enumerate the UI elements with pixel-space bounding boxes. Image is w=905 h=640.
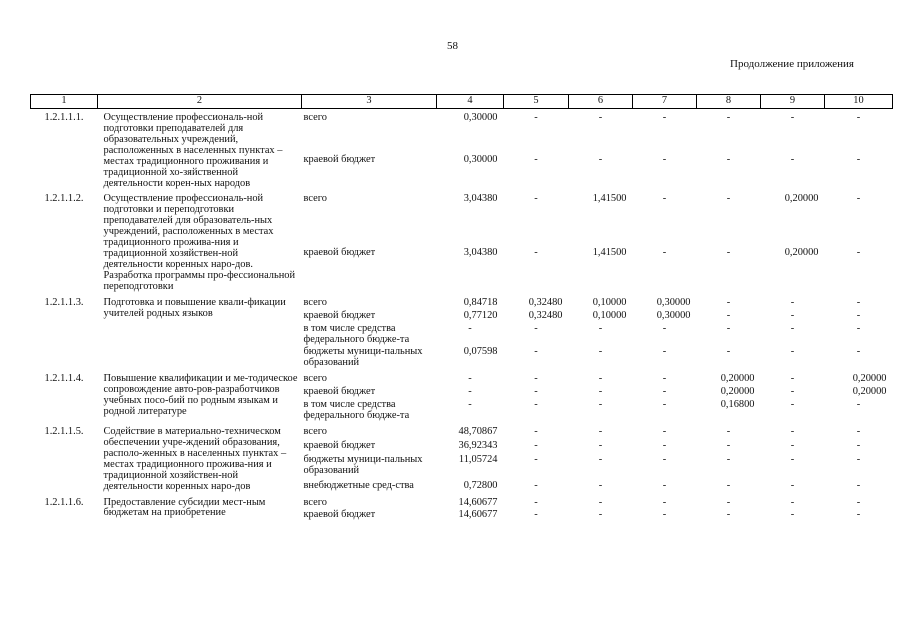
amount-cell: - (598, 154, 603, 166)
amount-cell: 0,32480 (528, 296, 563, 308)
amount-cell: - (856, 193, 861, 205)
funding-source: краевой бюджет (303, 509, 376, 521)
amount-cell: 0,72800 (463, 479, 498, 491)
amount-cell: - (856, 479, 861, 491)
amount-cell: - (726, 309, 731, 321)
amount-cell: - (790, 386, 795, 398)
amount-cell: - (468, 386, 472, 398)
amount-cell: - (662, 479, 667, 491)
amount-cell: 0,20000 (784, 247, 819, 259)
funding-source: краевой бюджет (303, 154, 376, 166)
amount-cell: 0,20000 (720, 373, 755, 385)
amount-cell: - (534, 425, 538, 437)
amount-cell: - (856, 496, 861, 508)
amount-cell: - (856, 453, 861, 465)
funding-source: в том числе средства федерального бюдже-та (303, 322, 410, 345)
amount-cell: - (726, 440, 731, 452)
amount-cell: - (662, 373, 667, 385)
amount-cell: 3,04380 (463, 193, 498, 205)
measure-code: 1.2.1.1.3. (44, 296, 84, 308)
amount-cell: - (662, 440, 667, 452)
amount-cell: - (726, 453, 731, 465)
amount-cell: - (856, 112, 861, 123)
funding-source: всего (303, 373, 327, 385)
measure-code: 1.2.1.1.5. (44, 425, 84, 437)
funding-source: краевой бюджет (303, 386, 376, 398)
amount-cell: 0,30000 (463, 112, 498, 123)
amount-cell: - (726, 193, 731, 205)
amount-cell: 0,10000 (592, 296, 627, 308)
table-row (31, 370, 893, 386)
amount-cell: - (598, 373, 603, 385)
amount-cell: - (662, 346, 667, 358)
amount-cell: - (790, 296, 795, 308)
amount-cell: - (856, 346, 861, 358)
amount-cell: - (662, 193, 667, 205)
amount-cell: - (856, 425, 861, 437)
column-header-2: 2 (98, 95, 302, 109)
amount-cell: - (598, 346, 603, 358)
amount-cell: - (534, 322, 538, 334)
amount-cell: - (662, 386, 667, 398)
amount-cell: - (598, 440, 603, 452)
amount-cell: 0,20000 (852, 386, 887, 398)
amount-cell: - (534, 193, 538, 205)
amount-cell: - (726, 322, 731, 334)
measure-name: Осуществление профессиональ-ной подготовки преподавателей для образовательных учреждений, расположенных в населенных пунктах – местах традиционного проживания и традиционной хо-зяйственной деятельности корен-ных народов (103, 112, 283, 189)
measure-name: Содействие в материально-техническом обеспечении учре-ждений образования, располо-женных в населенных пунктах – местах традиционного прожива-ния и традиционной хозяйствен-ной деятельности коренных наро-дов (103, 425, 287, 492)
amount-cell: - (662, 112, 667, 123)
funding-source: всего (303, 425, 327, 437)
amount-cell: - (790, 496, 795, 508)
amount-cell: - (662, 154, 667, 166)
funding-source: краевой бюджет (303, 309, 376, 321)
amount-cell: - (726, 509, 731, 521)
amount-cell: - (790, 425, 795, 437)
amount-cell: - (726, 425, 731, 437)
amount-cell: - (598, 386, 603, 398)
amount-cell: 0,30000 (656, 309, 691, 321)
amount-cell: - (534, 479, 538, 491)
amount-cell: - (790, 479, 795, 491)
amount-cell: 48,70867 (458, 425, 498, 437)
amount-cell: - (856, 322, 861, 334)
column-header-1: 1 (31, 95, 98, 109)
amount-cell: - (790, 440, 795, 452)
amount-cell: - (662, 247, 667, 259)
amount-cell: - (598, 322, 603, 334)
amount-cell: - (534, 496, 538, 508)
amount-cell: 36,92343 (458, 440, 498, 452)
amount-cell: - (534, 112, 538, 123)
amount-cell: - (662, 399, 667, 411)
amount-cell: - (856, 440, 861, 452)
funding-source: бюджеты муници-пальных образований (303, 453, 423, 476)
measure-code: 1.2.1.1.4. (44, 373, 84, 385)
amount-cell: - (790, 322, 795, 334)
amount-cell: - (468, 373, 472, 385)
amount-cell: - (726, 496, 731, 508)
amount-cell: - (534, 373, 538, 385)
amount-cell: - (598, 399, 603, 411)
amount-cell: - (534, 154, 538, 166)
budget-table (30, 94, 893, 522)
funding-source: внебюджетные сред-ства (303, 479, 414, 491)
measure-code: 1.2.1.1.1. (44, 112, 84, 123)
amount-cell: 0,84718 (463, 296, 498, 308)
amount-cell: 0,77120 (463, 309, 498, 321)
amount-cell: 14,60677 (458, 509, 498, 521)
column-number-header (31, 95, 893, 109)
amount-cell: - (534, 247, 538, 259)
table-row (31, 109, 893, 155)
amount-cell: - (790, 346, 795, 358)
amount-cell: 14,60677 (458, 496, 498, 508)
table-row (31, 494, 893, 510)
measure-code: 1.2.1.1.6. (44, 496, 84, 508)
column-header-9: 9 (761, 95, 825, 109)
table-row (31, 190, 893, 247)
amount-cell: 0,07598 (463, 346, 498, 358)
amount-cell: 0,20000 (720, 386, 755, 398)
measure-code: 1.2.1.1.2. (44, 193, 84, 205)
table-row (31, 423, 893, 440)
amount-cell: 0,10000 (592, 309, 627, 321)
column-header-10: 10 (825, 95, 893, 109)
amount-cell: - (598, 479, 603, 491)
amount-cell: - (856, 509, 861, 521)
column-header-7: 7 (633, 95, 697, 109)
amount-cell: 0,30000 (463, 154, 498, 166)
funding-source: всего (303, 296, 327, 308)
amount-cell: - (468, 322, 472, 334)
amount-cell: - (726, 346, 731, 358)
funding-source: всего (303, 112, 327, 123)
amount-cell: 0,20000 (784, 193, 819, 205)
amount-cell: - (856, 399, 861, 411)
amount-cell: - (790, 509, 795, 521)
amount-cell: - (790, 399, 795, 411)
amount-cell: 0,30000 (656, 296, 691, 308)
funding-source: бюджеты муници-пальных образований (303, 346, 423, 369)
amount-cell: - (790, 309, 795, 321)
amount-cell: - (598, 509, 603, 521)
amount-cell: 1,41500 (592, 193, 627, 205)
amount-cell: - (598, 496, 603, 508)
amount-cell: 11,05724 (458, 453, 498, 465)
amount-cell: - (534, 509, 538, 521)
amount-cell: - (856, 309, 861, 321)
page-number: 58 (447, 40, 458, 52)
amount-cell: - (534, 399, 538, 411)
measure-name: Подготовка и повышение квали-фикации учителей родных языков (103, 296, 286, 319)
amount-cell: - (468, 399, 472, 411)
measure-name: Предоставление субсидии мест-ным бюджетам на приобретение (103, 496, 266, 519)
funding-source: краевой бюджет (303, 440, 376, 452)
amount-cell: - (856, 296, 861, 308)
table-body (31, 109, 893, 523)
amount-cell: - (856, 247, 861, 259)
amount-cell: - (534, 440, 538, 452)
measure-name: Осуществление профессиональ-ной подготовки и переподготовки преподавателей для образователь-ных учреждений, расположенных в местах традиционного прожива-ния и традиционной хозяйствен-ной деятельности коренных наро-дов. Разработка программы про-фессиональной переподготовки (103, 193, 296, 292)
funding-source: в том числе средства федерального бюдже-та (303, 399, 410, 422)
amount-cell: 1,41500 (592, 247, 627, 259)
column-header-6: 6 (569, 95, 633, 109)
funding-source: всего (303, 496, 327, 508)
table-row (31, 294, 893, 310)
amount-cell: - (598, 425, 603, 437)
amount-cell: - (726, 247, 731, 259)
amount-cell: 0,32480 (528, 309, 563, 321)
column-header-4: 4 (437, 95, 504, 109)
amount-cell: - (662, 425, 667, 437)
column-header-5: 5 (504, 95, 569, 109)
amount-cell: - (726, 154, 731, 166)
column-header-8: 8 (697, 95, 761, 109)
amount-cell: - (726, 112, 731, 123)
continuation-label: Продолжение приложения (730, 58, 854, 70)
amount-cell: - (662, 453, 667, 465)
amount-cell: - (790, 373, 795, 385)
amount-cell: - (662, 496, 667, 508)
amount-cell: - (598, 453, 603, 465)
amount-cell: - (662, 509, 667, 521)
amount-cell: 3,04380 (463, 247, 498, 259)
amount-cell: - (790, 154, 795, 166)
amount-cell: - (598, 112, 603, 123)
amount-cell: - (534, 346, 538, 358)
funding-source: краевой бюджет (303, 247, 376, 259)
amount-cell: 0,20000 (852, 373, 887, 385)
amount-cell: - (534, 386, 538, 398)
amount-cell: - (726, 296, 731, 308)
column-header-3: 3 (302, 95, 437, 109)
amount-cell: - (534, 453, 538, 465)
funding-source: всего (303, 193, 327, 205)
amount-cell: - (790, 112, 795, 123)
measure-name: Повышение квалификации и ме-тодическое сопровождение авто-ров-разработчиков учебных посо-бий по родным языкам и родной литературе (103, 373, 298, 418)
amount-cell: - (726, 479, 731, 491)
amount-cell: - (662, 322, 667, 334)
amount-cell: - (856, 154, 861, 166)
amount-cell: 0,16800 (720, 399, 755, 411)
amount-cell: - (790, 453, 795, 465)
